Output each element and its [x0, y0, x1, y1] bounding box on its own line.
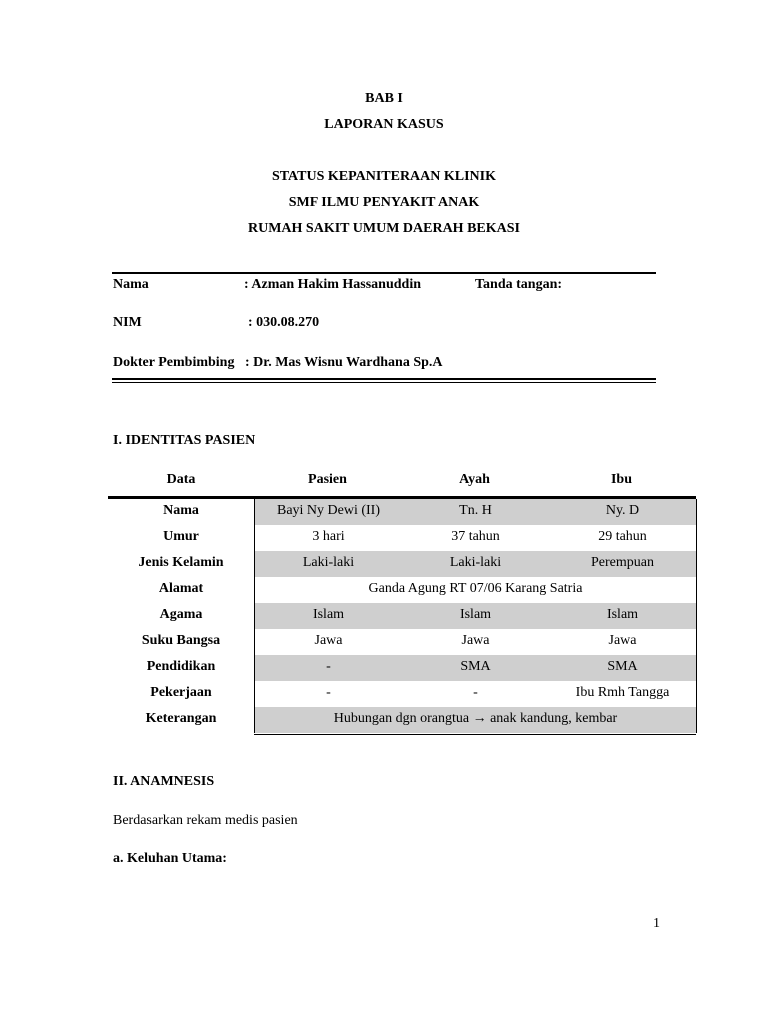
report-title: LAPORAN KASUS [324, 117, 444, 132]
bottom-rule-1 [112, 378, 656, 380]
supervisor-label: Dokter Pembimbing [113, 355, 235, 370]
section-identitas-title: I. IDENTITAS PASIEN [113, 433, 256, 448]
table-row [108, 603, 696, 629]
table-row [108, 655, 696, 681]
cell-ayah: - [473, 685, 478, 700]
cell-ibu: Ibu Rmh Tangga [575, 685, 670, 700]
bottom-rule-2 [112, 382, 656, 383]
cell-ibu: Islam [606, 607, 639, 622]
header-ayah: Ayah [459, 472, 490, 487]
table-row [108, 681, 696, 707]
header-data: Data [166, 472, 196, 487]
table-row [108, 629, 696, 655]
status-title: STATUS KEPANITERAAN KLINIK [271, 169, 497, 184]
name-label: Nama [113, 277, 149, 292]
section-anamnesis-title: II. ANAMNESIS [113, 774, 215, 789]
name-value: : Azman Hakim Hassanuddin [244, 277, 421, 292]
department-title: SMF ILMU PENYAKIT ANAK [288, 195, 480, 210]
page-number: 1 [653, 916, 660, 931]
anamnesis-intro: Berdasarkan rekam medis pasien [113, 813, 298, 828]
cell-pasien: 3 hari [312, 529, 345, 544]
supervisor-value: : Dr. Mas Wisnu Wardhana Sp.A [245, 355, 443, 370]
cell-ibu: 29 tahun [598, 529, 647, 544]
row-label: Pekerjaan [150, 685, 212, 700]
nim-label: NIM [113, 315, 142, 330]
identity-table [108, 470, 696, 733]
cell-ibu: SMA [607, 659, 638, 674]
hospital-title: RUMAH SAKIT UMUM DAERAH BEKASI [248, 221, 520, 236]
table-row [108, 577, 696, 603]
header-ibu: Ibu [610, 472, 633, 487]
table-row [108, 551, 696, 577]
row-label: Keterangan [145, 711, 217, 726]
row-label: Jenis Kelamin [138, 555, 224, 570]
top-rule [112, 272, 656, 274]
nim-value: : 030.08.270 [248, 315, 320, 330]
row-label: Alamat [158, 581, 204, 596]
row-label: Nama [163, 503, 199, 518]
cell-ayah: 37 tahun [451, 529, 500, 544]
header-pasien: Pasien [308, 472, 347, 487]
cell-ayah: Tn. H [459, 503, 492, 518]
signature-label: Tanda tangan: [475, 277, 563, 292]
cell-alamat: Ganda Agung RT 07/06 Karang Satria [368, 581, 583, 596]
cell-pasien: Jawa [314, 633, 343, 648]
cell-ayah: Jawa [461, 633, 490, 648]
table-row [108, 499, 696, 525]
cell-pasien: - [326, 659, 331, 674]
cell-ibu: Ny. D [605, 503, 640, 518]
chief-complaint-heading: a. Keluhan Utama: [113, 851, 227, 866]
cell-pasien: - [326, 685, 331, 700]
row-label: Suku Bangsa [141, 633, 221, 648]
row-label: Agama [159, 607, 203, 622]
cell-ayah: Islam [459, 607, 492, 622]
table-bottom-rule [254, 734, 696, 735]
cell-pasien: Laki-laki [302, 555, 355, 570]
row-label: Umur [163, 529, 199, 544]
table-row [108, 525, 696, 551]
cell-ayah: SMA [460, 659, 491, 674]
cell-keterangan: Hubungan dgn orangtua → anak kandung, kembar [333, 711, 618, 726]
cell-pasien: Bayi Ny Dewi (II) [276, 503, 381, 518]
table-header [108, 470, 696, 496]
table-row [108, 707, 696, 733]
cell-pasien: Islam [312, 607, 345, 622]
row-label: Pendidikan [146, 659, 216, 674]
cell-ayah: Laki-laki [449, 555, 502, 570]
chapter-title: BAB I [365, 91, 403, 106]
cell-ibu: Perempuan [591, 555, 654, 570]
cell-ibu: Jawa [608, 633, 637, 648]
